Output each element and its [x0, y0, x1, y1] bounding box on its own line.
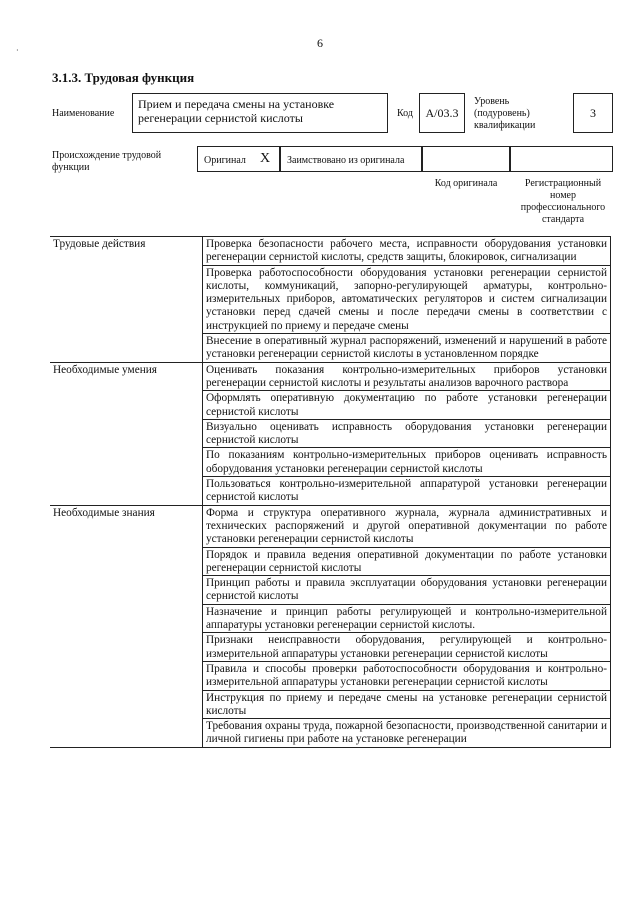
original-mark: X [260, 151, 271, 166]
origin-label-line2: функции [52, 162, 90, 173]
table-cell: Оценивать показания контрольно-измерительных приборов установки регенерации сернистой кислоты и результаты анализов варочного раствора [203, 362, 611, 391]
table-cell: Порядок и правила ведения оперативной документации по работе установки регенерации сернистой кислоты [203, 547, 611, 576]
reg-line4: стандарта [541, 214, 585, 225]
table-cell: По показаниям контрольно-измерительных приборов оценивать исправность оборудования установки регенерации сернистой кислоты [203, 448, 611, 477]
page-number: 6 [317, 36, 323, 50]
table-cell: Признаки неисправности оборудования, регулирующей и контрольно-измерительной аппаратуры установки регенерации сернистой кислоты [203, 633, 611, 662]
reg-number-cell [510, 146, 613, 172]
code-label: Код [397, 108, 413, 119]
scan-dot: · [16, 46, 19, 55]
level-label-line1: Уровень [474, 96, 510, 107]
level-label-line2: (подуровень) [474, 108, 530, 119]
table-cell: Инструкция по приему и передаче смены на установке регенерации сернистой кислоты [203, 690, 611, 719]
section-label: Необходимые знания [50, 505, 203, 747]
section-label: Трудовые действия [50, 237, 203, 363]
table-cell: Внесение в оперативный журнал распоряжений, изменений и нарушений в работе установки регенерации сернистой кислоты в установленном порядке [203, 334, 611, 363]
borrowed-cell [280, 146, 422, 172]
table-cell: Пользоваться контрольно-измерительной аппаратурой установки регенерации сернистой кислоты [203, 477, 611, 506]
name-value-line2: регенерации сернистой кислоты [138, 111, 303, 125]
code-original-cell [422, 146, 510, 172]
level-value: 3 [590, 106, 596, 120]
table-row [50, 362, 611, 391]
table-cell: Требования охраны труда, пожарной безопасности, производственной санитарии и личной гигиены при работе на установке регенерации [203, 719, 611, 748]
original-label: Оригинал [204, 155, 246, 166]
table-row [50, 237, 611, 266]
code-value: А/03.3 [425, 106, 459, 120]
code-value-box [419, 93, 465, 133]
reg-line2: номер [550, 190, 576, 201]
table-cell: Оформлять оперативную документацию по работе установки регенерации сернистой кислоты [203, 391, 611, 420]
reg-line1: Регистрационный [524, 178, 602, 189]
table-cell: Форма и структура оперативного журнала, журнала административных и технических распоряжений и другой оперативной документации по работе установки регенерации сернистой кислоты [203, 505, 611, 547]
table-row [50, 505, 611, 547]
table-cell: Визуально оценивать исправность оборудования установки регенерации сернистой кислоты [203, 419, 611, 448]
borrowed-label: Заимствовано из оригинала [287, 155, 405, 166]
name-value-line1: Прием и передача смены на установке [138, 97, 335, 111]
name-value-box [132, 93, 388, 133]
code-original-label: Код оригинала [434, 178, 498, 189]
reg-number-label [510, 178, 616, 226]
name-label: Наименование [52, 108, 115, 119]
level-value-box [573, 93, 613, 133]
table-cell: Проверка работоспособности оборудования установки регенерации сернистой кислоты, коммуникаций, запорно-регулирующей арматуры, контрольно-измерительных приборов, автоматических регуляторов и систем сигнализации установки перед сдачей смены и после передачи смены в соответствии с инструкцией по приему и передаче смены [203, 265, 611, 333]
original-cell [197, 146, 280, 172]
function-table [50, 236, 611, 748]
section-label: Необходимые умения [50, 362, 203, 505]
table-cell: Проверка безопасности рабочего места, исправности оборудования установки регенерации сернистой кислоты, средств защиты, блокировок, сигнализации [203, 237, 611, 266]
section-heading: 3.1.3. Трудовая функция [52, 70, 195, 85]
table-cell: Правила и способы проверки работоспособности оборудования и контрольно-измерительной аппаратуры установки регенерации сернистой кислоты [203, 661, 611, 690]
table-cell: Принцип работы и правила эксплуатации оборудования установки регенерации сернистой кислоты [203, 576, 611, 605]
level-label-line3: квалификации [474, 120, 536, 131]
table-cell: Назначение и принцип работы регулирующей и контрольно-измерительной аппаратуры установки регенерации сернистой кислоты. [203, 604, 611, 633]
reg-line3: профессионального [520, 202, 606, 213]
origin-label-line1: Происхождение трудовой [52, 150, 162, 161]
